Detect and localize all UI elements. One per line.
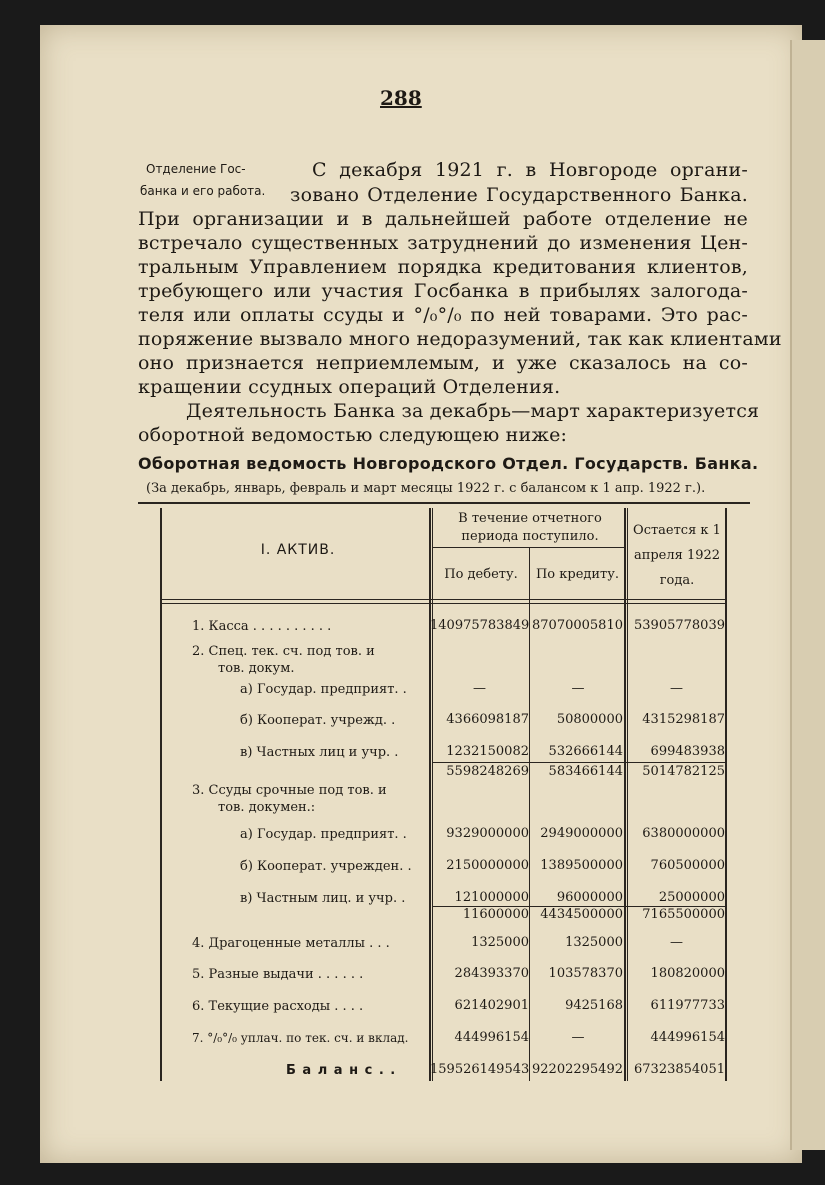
header-activ: I. АКТИВ. — [260, 542, 336, 558]
row-credit: 96000000 — [556, 890, 623, 905]
paragraph1-line: зовано Отделение Государственного Банка. — [290, 184, 748, 206]
row-remains: 699483938 — [650, 744, 725, 759]
row-debit: 284393370 — [454, 966, 529, 981]
balance-remains: 67323854051 — [634, 1062, 725, 1077]
row-credit: — — [571, 1030, 585, 1045]
row-label: б) Кооперат. учрежд. . — [240, 713, 396, 728]
table-left-border — [160, 508, 162, 1081]
row-credit: 50800000 — [556, 712, 623, 727]
subtotal-credit: 583466144 — [548, 764, 623, 779]
subtotal-rule — [433, 762, 725, 763]
row-debit: 2150000000 — [446, 858, 529, 873]
row-label: 1. Касса . . . . . . . . . . — [192, 619, 332, 634]
row-label: а) Государ. предприят. . — [240, 682, 407, 697]
row-label-2: тов. докум. — [218, 661, 295, 676]
table-right-border — [725, 508, 727, 1081]
row-credit: 103578370 — [548, 966, 623, 981]
side-note-line-1: Отделение Гос- — [146, 162, 246, 176]
subtotal-debit: 11600000 — [462, 907, 529, 922]
subtotal-remains: 5014782125 — [642, 764, 725, 779]
table-top-rule — [138, 502, 750, 504]
row-remains: 6380000000 — [642, 826, 725, 841]
paragraph1-line: При организации и в дальнейшей работе отделение не — [138, 208, 748, 230]
row-credit: 9425168 — [565, 998, 623, 1013]
paragraph1-line: поряжение вызвало много недоразумений, так как клиентами — [138, 328, 782, 350]
row-credit: 2949000000 — [540, 826, 623, 841]
row-label: б) Кооперат. учрежден. . — [240, 859, 412, 874]
row-credit: 87070005810 — [532, 618, 623, 633]
row-debit: 621402901 — [454, 998, 529, 1013]
row-label: 3. Ссуды срочные под тов. и — [192, 783, 387, 798]
row-remains: 53905778039 — [634, 618, 725, 633]
row-debit: 1232150082 — [446, 744, 529, 759]
table-col-divider — [624, 508, 626, 1081]
table-col-divider — [627, 508, 628, 1081]
paragraph2-line: Деятельность Банка за декабрь—март характеризуется — [186, 400, 760, 422]
table-col-divider — [429, 508, 431, 1081]
balance-debit: 159526149543 — [430, 1062, 530, 1077]
row-label: в) Частным лиц. и учр. . — [240, 891, 406, 906]
row-credit: 1389500000 — [540, 858, 623, 873]
row-debit: 4366098187 — [446, 712, 529, 727]
row-remains: — — [670, 935, 683, 950]
row-remains: 4315298187 — [642, 712, 725, 727]
row-label-2: тов. докумен.: — [218, 800, 316, 815]
paragraph2-line: оборотной ведомостью следующею ниже: — [138, 424, 568, 446]
row-label: 6. Текущие расходы . . . . — [192, 999, 364, 1014]
header-remains: Остается к 1 апреля 1922 года. — [633, 523, 721, 588]
row-debit: 140975783849 — [430, 618, 530, 633]
row-remains: 760500000 — [650, 858, 725, 873]
row-label: 5. Разные выдачи . . . . . . — [192, 967, 364, 982]
next-page-edge — [790, 40, 825, 1150]
table-col-divider — [432, 508, 433, 1081]
header-bottom-rule — [162, 603, 725, 604]
balance-credit: 92202295492 — [532, 1062, 623, 1077]
row-remains: 25000000 — [658, 890, 725, 905]
row-remains: 180820000 — [650, 966, 725, 981]
row-remains: 611977733 — [650, 998, 725, 1013]
row-remains: — — [670, 681, 683, 696]
row-debit: 1325000 — [471, 935, 529, 950]
page-number: 288 — [380, 86, 422, 110]
row-remains: 444996154 — [650, 1030, 725, 1045]
header-period: В течение отчетного периода поступило. — [458, 511, 602, 544]
row-debit: 444996154 — [454, 1030, 529, 1045]
row-credit: 532666144 — [548, 744, 623, 759]
row-debit: 9329000000 — [446, 826, 529, 841]
row-credit: 1325000 — [565, 935, 623, 950]
paragraph1-line: С декабря 1921 г. в Новгороде органи- — [312, 159, 748, 181]
header-rule — [433, 547, 624, 548]
balance-label: Б а л а н с . . — [286, 1063, 397, 1078]
subtotal-debit: 5598248269 — [446, 764, 529, 779]
paragraph1-line: тральным Управлением порядка кредитования клиентов, — [138, 256, 748, 278]
paragraph1-line: оно признается неприемлемым, и уже сказалось на со- — [138, 352, 748, 374]
row-label: в) Частных лиц и учр. . — [240, 745, 399, 760]
header-credit: По кредиту. — [535, 567, 620, 582]
row-credit: — — [571, 681, 585, 696]
paragraph1-line: требующего или участия Госбанка в прибылях залогода- — [138, 280, 748, 302]
side-note-line-2: банка и его работа. — [140, 184, 266, 198]
row-debit: — — [473, 681, 486, 696]
paragraph1-line: кращении ссудных операций Отделения. — [138, 376, 561, 398]
paragraph1-line: встречало существенных затруднений до изменения Цен- — [138, 232, 748, 254]
subtotal-credit: 4434500000 — [540, 907, 623, 922]
table-title: Оборотная ведомость Новгородского Отдел. Государств. Банка. — [138, 454, 759, 473]
row-label: 2. Спец. тек. сч. под тов. и — [192, 644, 375, 659]
row-label: 4. Драгоценные металлы . . . — [192, 936, 390, 951]
header-debit: По дебету. — [444, 567, 518, 582]
row-debit: 121000000 — [454, 890, 529, 905]
paragraph1-line: теля или оплаты ссуды и °/₀°/₀ по ней товарами. Это рас- — [138, 304, 748, 326]
row-label: а) Государ. предприят. . — [240, 827, 407, 842]
header-bottom-rule — [162, 599, 725, 600]
row-label: 7. °/₀°/₀ уплач. по тек. сч. и вклад. — [192, 1031, 409, 1045]
subtotal-remains: 7165500000 — [642, 907, 725, 922]
table-subtitle: (За декабрь, январь, февраль и март месяцы 1922 г. с балансом к 1 апр. 1922 г.). — [146, 481, 706, 496]
